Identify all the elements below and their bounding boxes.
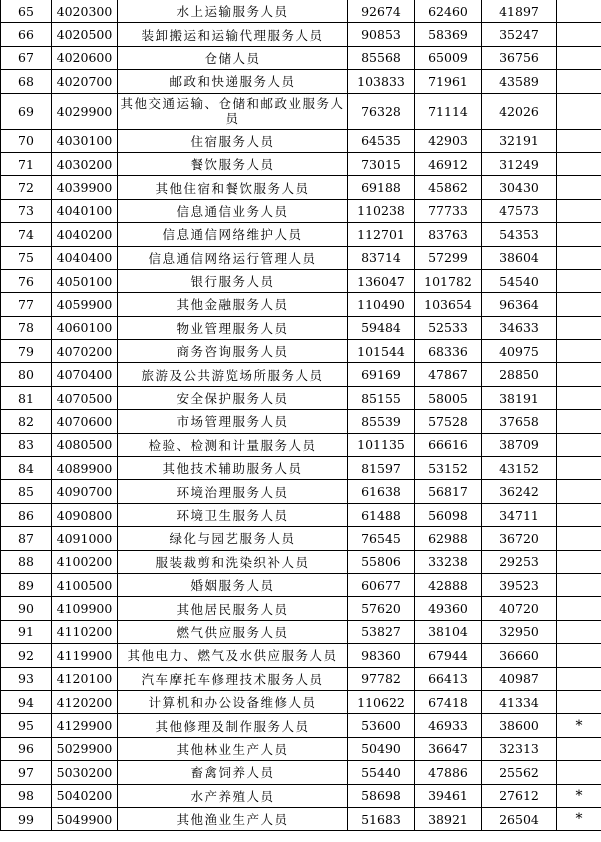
table-row — [1, 199, 601, 222]
row-number-cell: 82 — [1, 410, 52, 433]
occupation-code-cell: 4090800 — [52, 503, 118, 526]
value-high-cell: 110490 — [348, 293, 415, 316]
occupation-code-cell: 4059900 — [52, 293, 118, 316]
occupation-code-cell: 4040200 — [52, 223, 118, 246]
table-row — [1, 667, 601, 690]
note-mark-cell — [557, 246, 601, 269]
occupation-code-cell: 4120100 — [52, 667, 118, 690]
row-number-cell: 66 — [1, 23, 52, 46]
value-high-cell: 51683 — [348, 807, 415, 830]
occupation-name-cell: 燃气供应服务人员 — [118, 620, 348, 643]
row-number-cell: 67 — [1, 46, 52, 69]
table-body — [1, 0, 601, 831]
note-mark-cell — [557, 737, 601, 760]
value-high-cell: 85155 — [348, 386, 415, 409]
row-number-cell: 92 — [1, 644, 52, 667]
occupation-name-cell: 安全保护服务人员 — [118, 386, 348, 409]
note-mark-cell: * — [557, 714, 601, 737]
note-mark-cell — [557, 690, 601, 713]
value-high-cell: 110622 — [348, 690, 415, 713]
table-row — [1, 223, 601, 246]
table-row — [1, 0, 601, 23]
note-mark-cell — [557, 620, 601, 643]
occupation-code-cell: 4080500 — [52, 433, 118, 456]
row-number-cell: 95 — [1, 714, 52, 737]
value-low-cell: 34633 — [482, 316, 557, 339]
occupation-code-cell: 4050100 — [52, 269, 118, 292]
occupation-code-cell: 5030200 — [52, 761, 118, 784]
value-low-cell: 32950 — [482, 620, 557, 643]
row-number-cell: 79 — [1, 340, 52, 363]
table-row — [1, 737, 601, 760]
table-row — [1, 550, 601, 573]
occupation-name-cell: 其他技术辅助服务人员 — [118, 457, 348, 480]
value-high-cell: 110238 — [348, 199, 415, 222]
value-low-cell: 30430 — [482, 176, 557, 199]
occupation-name-cell: 仓储人员 — [118, 46, 348, 69]
occupation-code-cell: 4089900 — [52, 457, 118, 480]
occupation-code-cell: 4029900 — [52, 93, 118, 129]
occupation-name-cell: 旅游及公共游览场所服务人员 — [118, 363, 348, 386]
occupation-code-cell: 4070500 — [52, 386, 118, 409]
occupation-name-cell: 信息通信网络运行管理人员 — [118, 246, 348, 269]
row-number-cell: 97 — [1, 761, 52, 784]
occupation-name-cell: 商务咨询服务人员 — [118, 340, 348, 363]
occupation-code-cell: 4100200 — [52, 550, 118, 573]
value-high-cell: 69169 — [348, 363, 415, 386]
row-number-cell: 83 — [1, 433, 52, 456]
value-low-cell: 34711 — [482, 503, 557, 526]
note-mark-cell — [557, 199, 601, 222]
occupation-name-cell: 餐饮服务人员 — [118, 152, 348, 175]
note-mark-cell — [557, 410, 601, 433]
value-mid-cell: 53152 — [415, 457, 482, 480]
value-mid-cell: 56098 — [415, 503, 482, 526]
value-high-cell: 85568 — [348, 46, 415, 69]
value-high-cell: 76328 — [348, 93, 415, 129]
value-mid-cell: 46933 — [415, 714, 482, 737]
value-low-cell: 36660 — [482, 644, 557, 667]
value-mid-cell: 52533 — [415, 316, 482, 339]
occupation-code-cell: 4060100 — [52, 316, 118, 339]
occupation-code-cell: 4020500 — [52, 23, 118, 46]
row-number-cell: 93 — [1, 667, 52, 690]
value-mid-cell: 33238 — [415, 550, 482, 573]
table-row — [1, 363, 601, 386]
value-mid-cell: 42888 — [415, 573, 482, 596]
occupation-code-cell: 4100500 — [52, 573, 118, 596]
value-mid-cell: 71114 — [415, 93, 482, 129]
row-number-cell: 73 — [1, 199, 52, 222]
value-high-cell: 103833 — [348, 70, 415, 93]
table-row — [1, 527, 601, 550]
occupation-name-cell: 检验、检测和计量服务人员 — [118, 433, 348, 456]
table-row — [1, 620, 601, 643]
value-high-cell: 76545 — [348, 527, 415, 550]
note-mark-cell: * — [557, 807, 601, 830]
note-mark-cell — [557, 93, 601, 129]
note-mark-cell — [557, 550, 601, 573]
note-mark-cell — [557, 503, 601, 526]
occupation-name-cell: 环境卫生服务人员 — [118, 503, 348, 526]
value-mid-cell: 58369 — [415, 23, 482, 46]
value-high-cell: 92674 — [348, 0, 415, 23]
value-high-cell: 85539 — [348, 410, 415, 433]
table-row — [1, 597, 601, 620]
table-row — [1, 129, 601, 152]
row-number-cell: 88 — [1, 550, 52, 573]
note-mark-cell — [557, 457, 601, 480]
note-mark-cell — [557, 0, 601, 23]
value-low-cell: 36756 — [482, 46, 557, 69]
value-mid-cell: 83763 — [415, 223, 482, 246]
occupation-name-cell: 其他金融服务人员 — [118, 293, 348, 316]
value-low-cell: 38604 — [482, 246, 557, 269]
row-number-cell: 69 — [1, 93, 52, 129]
row-number-cell: 68 — [1, 70, 52, 93]
row-number-cell: 90 — [1, 597, 52, 620]
note-mark-cell — [557, 70, 601, 93]
occupation-name-cell: 水产养殖人员 — [118, 784, 348, 807]
value-mid-cell: 68336 — [415, 340, 482, 363]
table-row — [1, 503, 601, 526]
note-mark-cell — [557, 293, 601, 316]
value-low-cell: 37658 — [482, 410, 557, 433]
note-mark-cell — [557, 761, 601, 784]
table-row — [1, 690, 601, 713]
value-high-cell: 60677 — [348, 573, 415, 596]
value-mid-cell: 36647 — [415, 737, 482, 760]
table-row — [1, 480, 601, 503]
note-mark-cell — [557, 644, 601, 667]
value-high-cell: 58698 — [348, 784, 415, 807]
value-mid-cell: 101782 — [415, 269, 482, 292]
table-row — [1, 714, 601, 737]
occupation-code-cell: 4070400 — [52, 363, 118, 386]
row-number-cell: 94 — [1, 690, 52, 713]
table-row — [1, 316, 601, 339]
value-mid-cell: 49360 — [415, 597, 482, 620]
value-low-cell: 40987 — [482, 667, 557, 690]
note-mark-cell — [557, 176, 601, 199]
note-mark-cell — [557, 23, 601, 46]
row-number-cell: 98 — [1, 784, 52, 807]
occupation-code-cell: 4119900 — [52, 644, 118, 667]
occupation-code-cell: 4030200 — [52, 152, 118, 175]
row-number-cell: 72 — [1, 176, 52, 199]
occupation-name-cell: 邮政和快递服务人员 — [118, 70, 348, 93]
row-number-cell: 81 — [1, 386, 52, 409]
value-low-cell: 40975 — [482, 340, 557, 363]
occupation-name-cell: 银行服务人员 — [118, 269, 348, 292]
table-row — [1, 457, 601, 480]
occupation-code-cell: 4020700 — [52, 70, 118, 93]
table-row — [1, 644, 601, 667]
occupation-name-cell: 婚姻服务人员 — [118, 573, 348, 596]
value-high-cell: 55806 — [348, 550, 415, 573]
occupation-code-cell: 4110200 — [52, 620, 118, 643]
table-row — [1, 293, 601, 316]
occupation-code-cell: 4070600 — [52, 410, 118, 433]
row-number-cell: 78 — [1, 316, 52, 339]
row-number-cell: 76 — [1, 269, 52, 292]
value-mid-cell: 62460 — [415, 0, 482, 23]
note-mark-cell — [557, 129, 601, 152]
table-row — [1, 269, 601, 292]
occupation-code-cell: 4109900 — [52, 597, 118, 620]
note-mark-cell — [557, 433, 601, 456]
table-row — [1, 410, 601, 433]
occupation-name-cell: 其他渔业生产人员 — [118, 807, 348, 830]
value-high-cell: 61638 — [348, 480, 415, 503]
row-number-cell: 91 — [1, 620, 52, 643]
value-high-cell: 83714 — [348, 246, 415, 269]
value-mid-cell: 71961 — [415, 70, 482, 93]
note-mark-cell — [557, 269, 601, 292]
row-number-cell: 96 — [1, 737, 52, 760]
value-high-cell: 64535 — [348, 129, 415, 152]
table-row — [1, 386, 601, 409]
note-mark-cell — [557, 573, 601, 596]
occupation-code-cell: 5049900 — [52, 807, 118, 830]
occupation-code-cell: 4020300 — [52, 0, 118, 23]
value-high-cell: 50490 — [348, 737, 415, 760]
note-mark-cell — [557, 316, 601, 339]
occupation-code-cell: 4120200 — [52, 690, 118, 713]
value-low-cell: 43152 — [482, 457, 557, 480]
value-high-cell: 90853 — [348, 23, 415, 46]
occupation-name-cell: 信息通信业务人员 — [118, 199, 348, 222]
value-low-cell: 54540 — [482, 269, 557, 292]
value-low-cell: 40720 — [482, 597, 557, 620]
occupation-name-cell: 装卸搬运和运输代理服务人员 — [118, 23, 348, 46]
value-mid-cell: 67418 — [415, 690, 482, 713]
value-low-cell: 36720 — [482, 527, 557, 550]
value-mid-cell: 62988 — [415, 527, 482, 550]
value-low-cell: 96364 — [482, 293, 557, 316]
note-mark-cell — [557, 597, 601, 620]
note-mark-cell — [557, 527, 601, 550]
occupation-name-cell: 其他电力、燃气及水供应服务人员 — [118, 644, 348, 667]
table-row — [1, 246, 601, 269]
occupation-name-cell: 其他林业生产人员 — [118, 737, 348, 760]
value-low-cell: 32191 — [482, 129, 557, 152]
value-low-cell: 32313 — [482, 737, 557, 760]
row-number-cell: 80 — [1, 363, 52, 386]
row-number-cell: 70 — [1, 129, 52, 152]
value-mid-cell: 42903 — [415, 129, 482, 152]
note-mark-cell — [557, 386, 601, 409]
row-number-cell: 65 — [1, 0, 52, 23]
value-low-cell: 41897 — [482, 0, 557, 23]
value-high-cell: 73015 — [348, 152, 415, 175]
note-mark-cell — [557, 223, 601, 246]
occupation-name-cell: 畜禽饲养人员 — [118, 761, 348, 784]
note-mark-cell — [557, 363, 601, 386]
occupation-name-cell: 绿化与园艺服务人员 — [118, 527, 348, 550]
table-row — [1, 784, 601, 807]
row-number-cell: 71 — [1, 152, 52, 175]
note-mark-cell — [557, 480, 601, 503]
row-number-cell: 86 — [1, 503, 52, 526]
value-high-cell: 59484 — [348, 316, 415, 339]
occupation-code-cell: 4020600 — [52, 46, 118, 69]
value-mid-cell: 65009 — [415, 46, 482, 69]
value-low-cell: 25562 — [482, 761, 557, 784]
note-mark-cell — [557, 152, 601, 175]
value-mid-cell: 45862 — [415, 176, 482, 199]
occupation-name-cell: 汽车摩托车修理技术服务人员 — [118, 667, 348, 690]
table-row — [1, 433, 601, 456]
value-low-cell: 35247 — [482, 23, 557, 46]
table-row — [1, 807, 601, 830]
value-high-cell: 101544 — [348, 340, 415, 363]
value-high-cell: 101135 — [348, 433, 415, 456]
value-low-cell: 41334 — [482, 690, 557, 713]
row-number-cell: 99 — [1, 807, 52, 830]
occupation-name-cell: 其他交通运输、仓储和邮政业服务人员 — [118, 93, 348, 129]
value-mid-cell: 67944 — [415, 644, 482, 667]
value-mid-cell: 56817 — [415, 480, 482, 503]
table-row — [1, 70, 601, 93]
value-high-cell: 55440 — [348, 761, 415, 784]
occupation-name-cell: 服装裁剪和洗染织补人员 — [118, 550, 348, 573]
row-number-cell: 85 — [1, 480, 52, 503]
occupation-name-cell: 其他修理及制作服务人员 — [118, 714, 348, 737]
value-high-cell: 53600 — [348, 714, 415, 737]
value-low-cell: 26504 — [482, 807, 557, 830]
occupation-code-cell: 4040400 — [52, 246, 118, 269]
value-mid-cell: 46912 — [415, 152, 482, 175]
value-high-cell: 57620 — [348, 597, 415, 620]
value-low-cell: 42026 — [482, 93, 557, 129]
value-mid-cell: 47886 — [415, 761, 482, 784]
table-row — [1, 46, 601, 69]
table-row — [1, 93, 601, 129]
occupation-name-cell: 计算机和办公设备维修人员 — [118, 690, 348, 713]
value-high-cell: 112701 — [348, 223, 415, 246]
value-mid-cell: 103654 — [415, 293, 482, 316]
row-number-cell: 87 — [1, 527, 52, 550]
occupation-code-cell: 5029900 — [52, 737, 118, 760]
value-low-cell: 28850 — [482, 363, 557, 386]
occupation-code-cell: 4129900 — [52, 714, 118, 737]
row-number-cell: 77 — [1, 293, 52, 316]
table-row — [1, 761, 601, 784]
value-low-cell: 36242 — [482, 480, 557, 503]
value-high-cell: 97782 — [348, 667, 415, 690]
occupation-name-cell: 住宿服务人员 — [118, 129, 348, 152]
value-high-cell: 61488 — [348, 503, 415, 526]
value-low-cell: 27612 — [482, 784, 557, 807]
row-number-cell: 84 — [1, 457, 52, 480]
value-low-cell: 38600 — [482, 714, 557, 737]
row-number-cell: 75 — [1, 246, 52, 269]
value-low-cell: 54353 — [482, 223, 557, 246]
value-mid-cell: 38104 — [415, 620, 482, 643]
value-mid-cell: 57299 — [415, 246, 482, 269]
table-row — [1, 573, 601, 596]
occupation-name-cell: 其他居民服务人员 — [118, 597, 348, 620]
occupation-code-cell: 4091000 — [52, 527, 118, 550]
value-low-cell: 38709 — [482, 433, 557, 456]
occupation-code-cell: 4090700 — [52, 480, 118, 503]
occupation-code-cell: 4070200 — [52, 340, 118, 363]
row-number-cell: 74 — [1, 223, 52, 246]
value-high-cell: 136047 — [348, 269, 415, 292]
occupation-name-cell: 信息通信网络维护人员 — [118, 223, 348, 246]
occupation-code-cell: 5040200 — [52, 784, 118, 807]
occupation-name-cell: 水上运输服务人员 — [118, 0, 348, 23]
value-mid-cell: 58005 — [415, 386, 482, 409]
value-mid-cell: 66413 — [415, 667, 482, 690]
table-row — [1, 340, 601, 363]
value-mid-cell: 38921 — [415, 807, 482, 830]
value-mid-cell: 57528 — [415, 410, 482, 433]
row-number-cell: 89 — [1, 573, 52, 596]
value-low-cell: 47573 — [482, 199, 557, 222]
table-row — [1, 176, 601, 199]
note-mark-cell: * — [557, 784, 601, 807]
occupation-code-cell: 4030100 — [52, 129, 118, 152]
value-mid-cell: 66616 — [415, 433, 482, 456]
note-mark-cell — [557, 46, 601, 69]
occupation-name-cell: 市场管理服务人员 — [118, 410, 348, 433]
value-mid-cell: 39461 — [415, 784, 482, 807]
value-high-cell: 81597 — [348, 457, 415, 480]
value-high-cell: 98360 — [348, 644, 415, 667]
note-mark-cell — [557, 667, 601, 690]
table-row — [1, 23, 601, 46]
value-low-cell: 39523 — [482, 573, 557, 596]
value-mid-cell: 47867 — [415, 363, 482, 386]
value-high-cell: 53827 — [348, 620, 415, 643]
value-low-cell: 29253 — [482, 550, 557, 573]
note-mark-cell — [557, 340, 601, 363]
value-low-cell: 38191 — [482, 386, 557, 409]
value-mid-cell: 77733 — [415, 199, 482, 222]
occupation-name-cell: 物业管理服务人员 — [118, 316, 348, 339]
table-row — [1, 152, 601, 175]
occupation-name-cell: 环境治理服务人员 — [118, 480, 348, 503]
value-low-cell: 43589 — [482, 70, 557, 93]
occupation-code-cell: 4039900 — [52, 176, 118, 199]
occupation-code-cell: 4040100 — [52, 199, 118, 222]
value-high-cell: 69188 — [348, 176, 415, 199]
value-low-cell: 31249 — [482, 152, 557, 175]
occupation-name-cell: 其他住宿和餐饮服务人员 — [118, 176, 348, 199]
